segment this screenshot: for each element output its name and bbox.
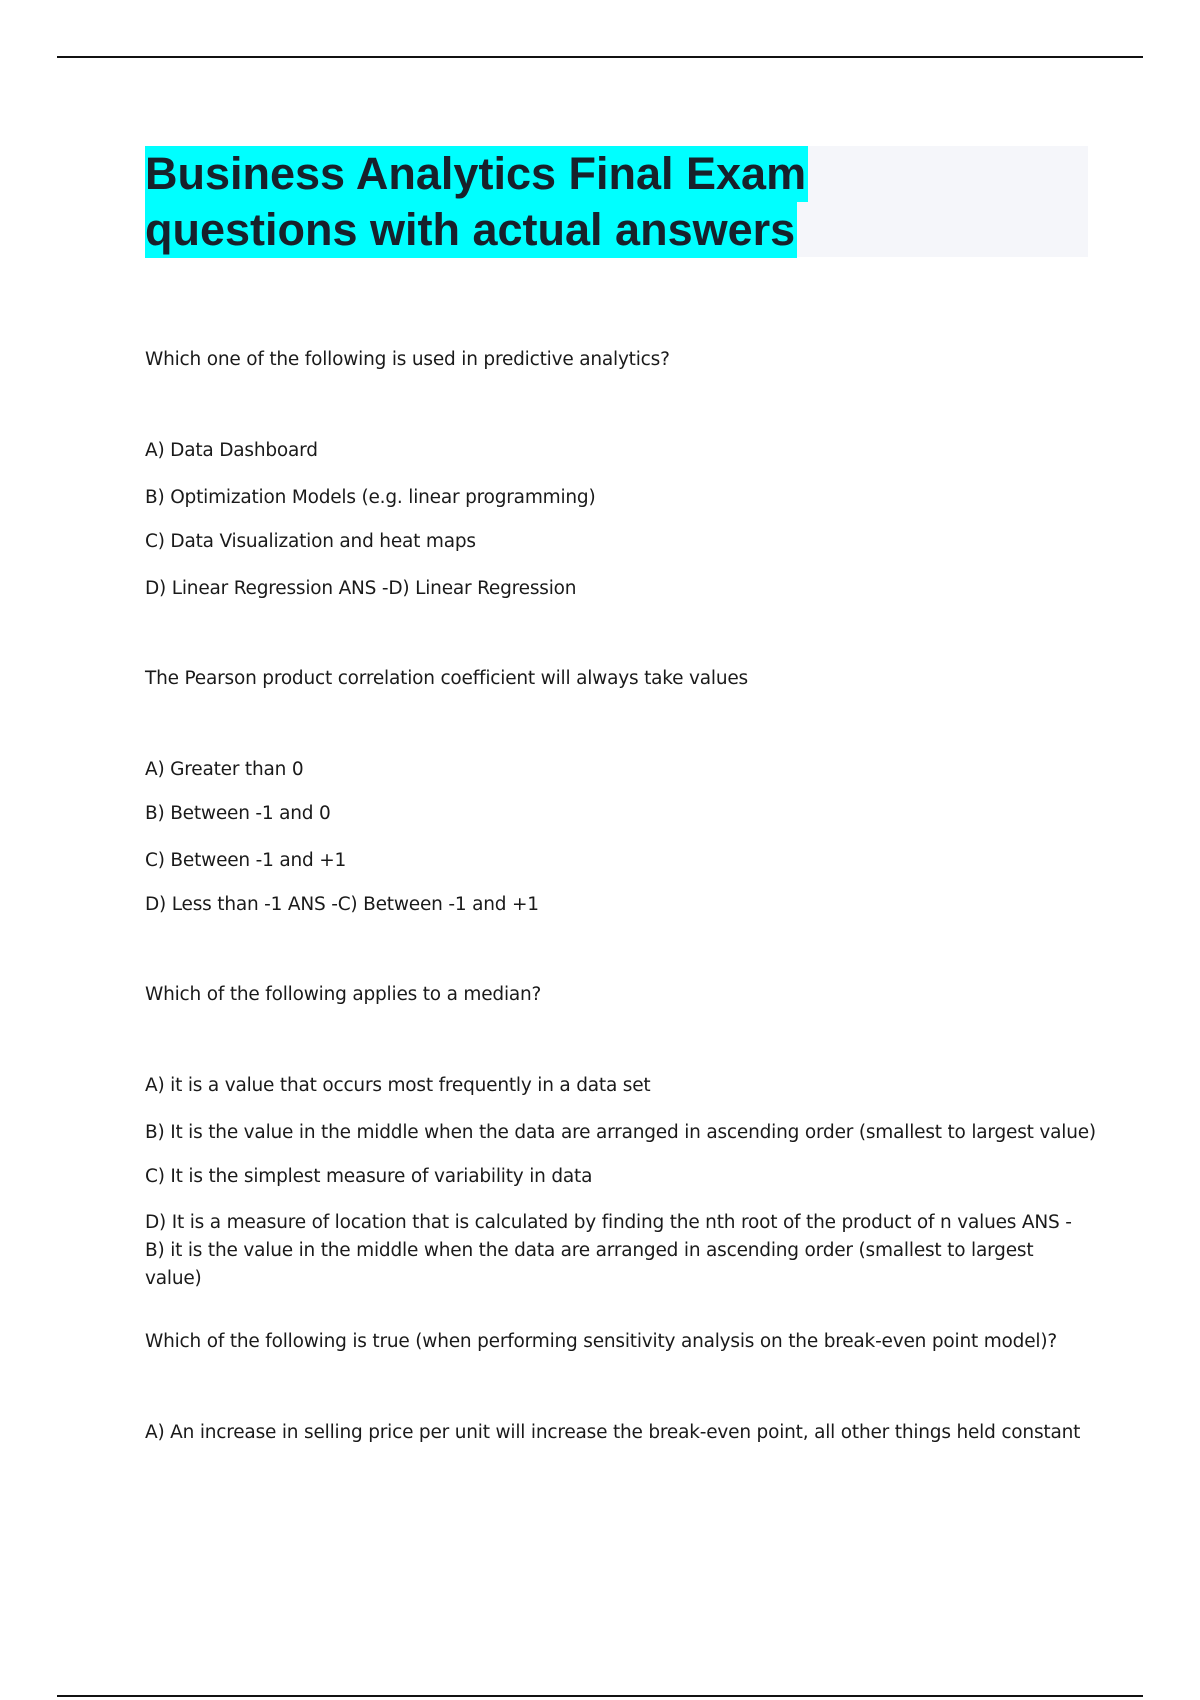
question-3-option-b: B) It is the value in the middle when the data are arranged in ascending order (smallest to largest value) (145, 1122, 1096, 1143)
question-3-option-d-answer: D) It is a measure of location that is calculated by finding the nth root of the product of n values ANS -B) it is the value in the middle when the data are arranged in ascending order (smallest to largest value) (145, 1212, 1072, 1289)
bottom-rule (57, 1695, 1143, 1697)
question-1-text: Which one of the following is used in predictive analytics? (145, 349, 670, 370)
question-2-option-b: B) Between -1 and 0 (145, 803, 331, 824)
title-line-2: questions with actual answers (145, 202, 797, 258)
question-2-option-a: A) Greater than 0 (145, 759, 304, 780)
title-line-1: Business Analytics Final Exam (145, 146, 808, 202)
question-2-text: The Pearson product correlation coefficient will always take values (145, 668, 748, 689)
question-4-option-a: A) An increase in selling price per unit will increase the break-even point, all other things held constant (145, 1422, 1081, 1443)
question-2-option-c: C) Between -1 and +1 (145, 850, 347, 871)
document-title (145, 146, 1088, 257)
question-1-option-d-answer: D) Linear Regression ANS -D) Linear Regression (145, 578, 577, 599)
top-rule (57, 56, 1143, 58)
question-2-option-d-answer: D) Less than -1 ANS -C) Between -1 and +1 (145, 894, 539, 915)
question-1-option-a: A) Data Dashboard (145, 440, 318, 461)
question-3-option-a: A) it is a value that occurs most frequently in a data set (145, 1075, 651, 1096)
question-4-text: Which of the following is true (when performing sensitivity analysis on the break-even point model)? (145, 1331, 1057, 1352)
question-3-option-c: C) It is the simplest measure of variability in data (145, 1166, 593, 1187)
question-1-option-c: C) Data Visualization and heat maps (145, 531, 476, 552)
question-1-option-b: B) Optimization Models (e.g. linear programming) (145, 487, 596, 508)
question-3-text: Which of the following applies to a median? (145, 984, 542, 1005)
